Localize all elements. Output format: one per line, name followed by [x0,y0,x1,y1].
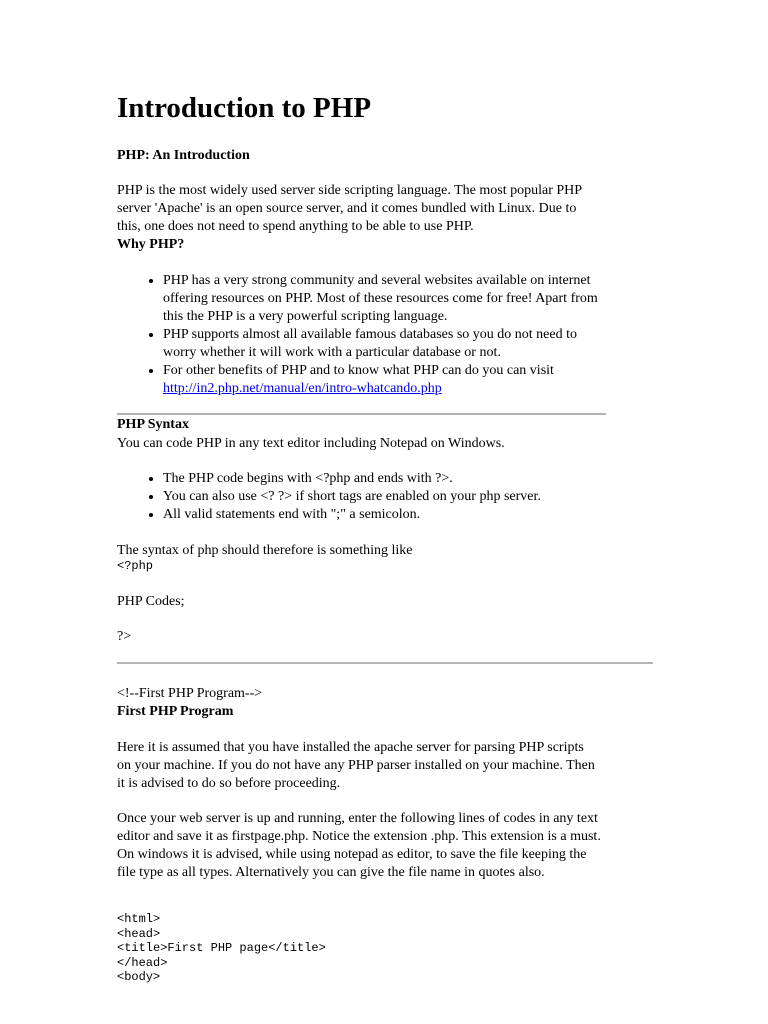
text-line: • PHP has a very strong community and several websites available on internet [163,273,591,288]
page-title: Introduction to PHP [117,92,372,124]
text-line: worry whether it will work with a particular database or not. [163,345,501,360]
intro-paragraph [117,182,582,236]
text-line: on your machine. If you do not have any PHP parser installed on your machine. Then [117,758,595,773]
why-heading: Why PHP? [117,237,185,252]
text-line: this, one does not need to spend anything to be able to use PHP. [117,219,474,234]
code-line: <body> [117,970,161,984]
list-item: • The PHP code begins with <?php and ends with ?>. [163,470,541,488]
text-line: • PHP supports almost all available famous databases so you do not need to [163,327,577,342]
code-line: <html> [117,912,161,926]
text-line: editor and save it as firstpage.php. Notice the extension .php. This extension is a must. [117,829,601,844]
syntax-list [117,470,541,524]
first-comment: <!--First PHP Program--> [117,686,263,701]
code-line: </head> [117,955,168,970]
horizontal-rule [117,413,606,415]
code-line: <head> [117,926,161,941]
text-line: this the PHP is a very powerful scripting language. [163,309,448,324]
why-list [117,272,598,398]
text-line: Here it is assumed that you have installed the apache server for parsing PHP scripts [117,740,584,755]
text-line: Once your web server is up and running, enter the following lines of codes in any text [117,811,598,826]
code-line: <title>First PHP page</title> [117,941,326,955]
list-item: • All valid statements end with ";" a semicolon. [163,506,541,524]
syntax-heading: PHP Syntax [117,417,189,432]
list-item: • You can also use <? ?> if short tags are enabled on your php server. [163,488,541,506]
text-line: offering resources on PHP. Most of these resources come for free! Apart from [163,291,598,306]
list-item [163,326,598,362]
text-line: it is advised to do so before proceeding. [117,776,341,791]
code-body: PHP Codes; [117,594,185,609]
code-open-tag: <?php [117,559,154,573]
text-line: • For other benefits of PHP and to know what PHP can do you can visit [163,363,554,378]
first-heading: First PHP Program [117,704,234,719]
html-code-block [117,912,326,985]
php-benefits-link[interactable]: http://in2.php.net/manual/en/intro-whatcando.php [163,381,442,396]
text-line: On windows it is advised, while using notepad as editor, to save the file keeping the [117,847,587,862]
first-paragraph-2 [117,810,601,882]
list-item [163,272,598,326]
text-line: PHP is the most widely used server side scripting language. The most popular PHP [117,183,583,198]
list-item [163,362,598,398]
first-paragraph-1 [117,739,595,793]
text-line: file type as all types. Alternatively you can give the file name in quotes also. [117,865,545,880]
text-line: server 'Apache' is an open source server, and it comes bundled with Linux. Due to [117,201,577,216]
horizontal-rule [117,662,653,664]
syntax-intro: You can code PHP in any text editor including Notepad on Windows. [117,436,505,451]
code-close-tag: ?> [117,629,132,644]
syntax-example-text: The syntax of php should therefore is something like [117,543,413,558]
intro-heading: PHP: An Introduction [117,148,250,163]
